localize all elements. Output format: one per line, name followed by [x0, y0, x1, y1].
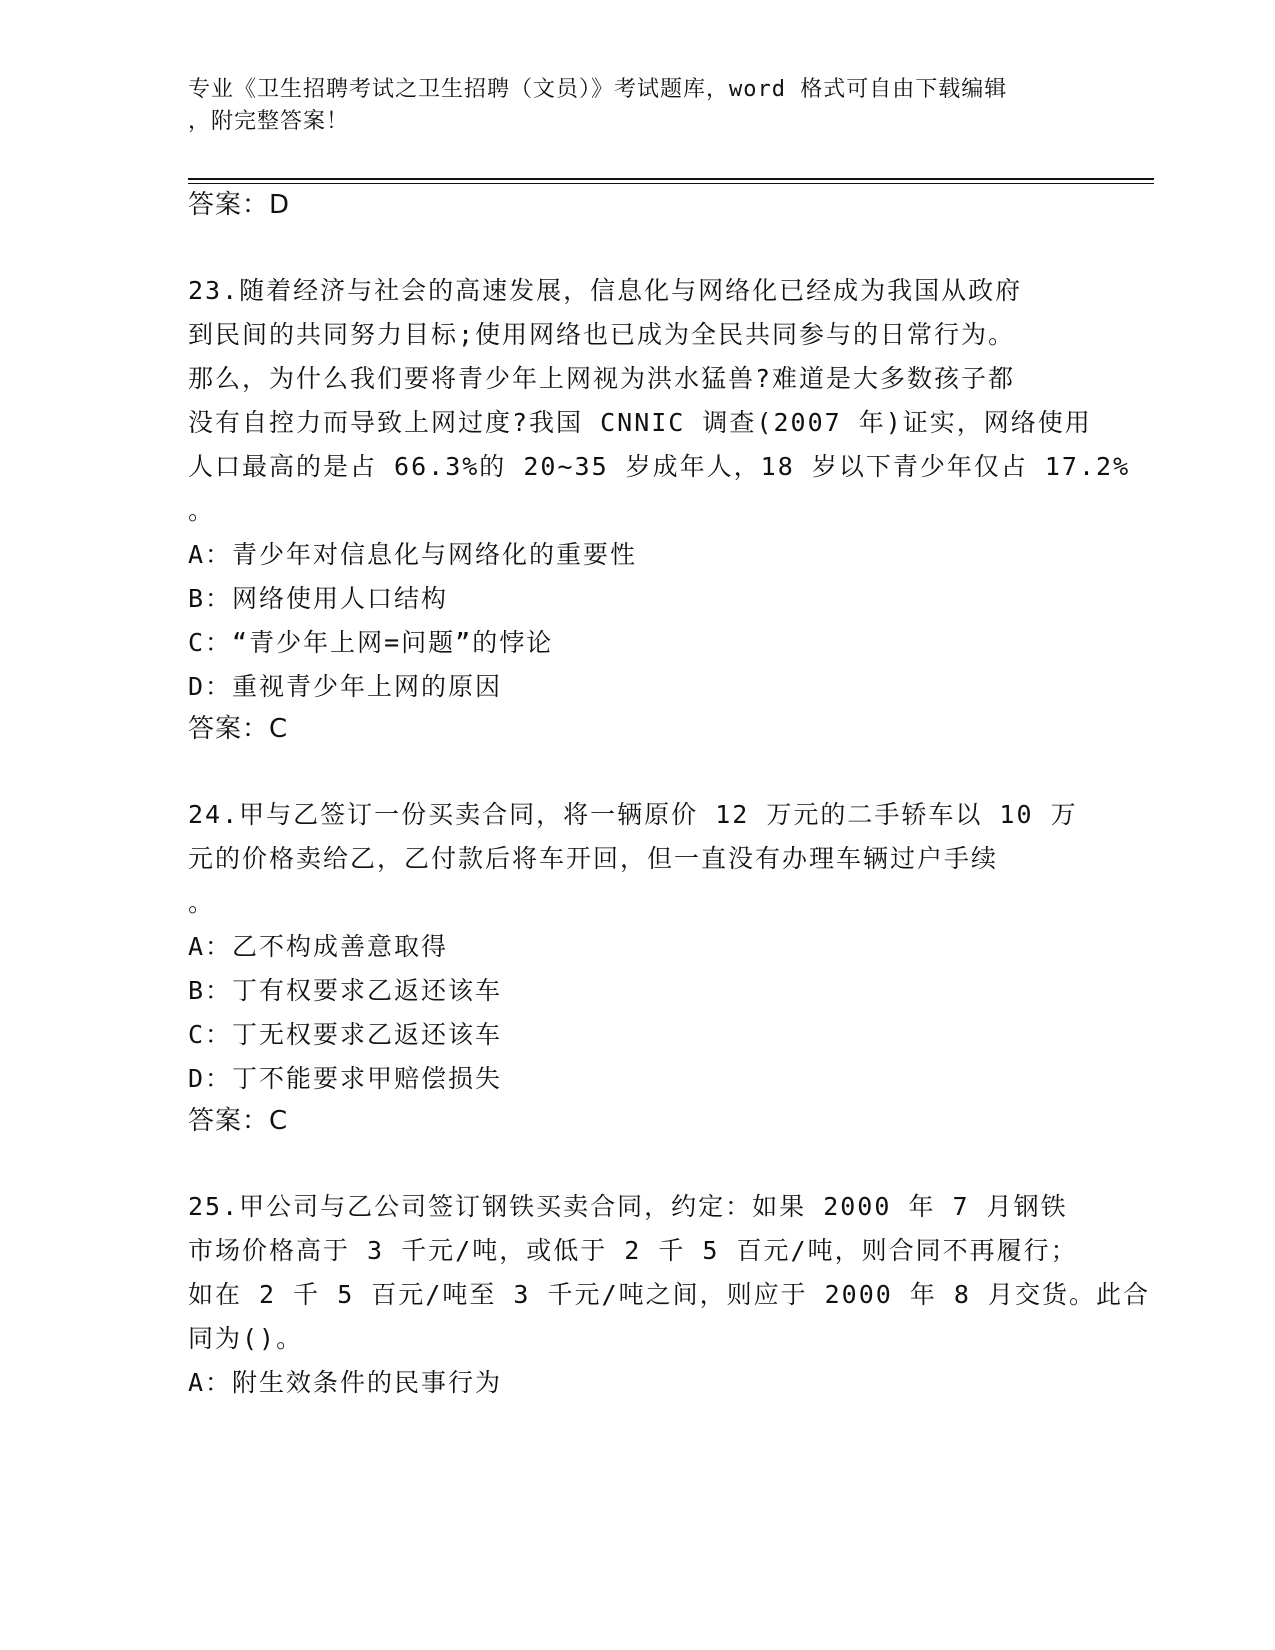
question-text-line: 人口最高的是占 66.3%的 20~35 岁成年人，18 岁以下青少年仅占 17.2%: [188, 452, 1131, 481]
option-d: D：丁不能要求甲赔偿损失: [188, 1064, 503, 1093]
header-rule-thin: [188, 183, 1154, 184]
question-text-line: 没有自控力而导致上网过度?我国 CNNIC 调查(2007 年)证实，网络使用: [188, 408, 1092, 437]
question-text-line: 24.甲与乙签订一份买卖合同，将一辆原价 12 万元的二手轿车以 10 万: [188, 800, 1078, 829]
option-b: B：网络使用人口结构: [188, 584, 449, 613]
question-text-line: 如在 2 千 5 百元/吨至 3 千元/吨之间，则应于 2000 年 8 月交货。此合: [188, 1280, 1151, 1309]
option-d: D：重视青少年上网的原因: [188, 672, 503, 701]
prev-answer: 答案：D: [188, 190, 291, 220]
option-a: A：青少年对信息化与网络化的重要性: [188, 540, 638, 569]
option-a: A：附生效条件的民事行为: [188, 1368, 503, 1397]
question-text-line: 元的价格卖给乙，乙付款后将车开回，但一直没有办理车辆过户手续: [188, 844, 999, 873]
answer: 答案：C: [188, 1106, 289, 1136]
question-text-line: 同为()。: [188, 1324, 304, 1353]
question-text-line: 。: [188, 888, 216, 917]
header-rule-thick: [188, 178, 1154, 180]
option-b: B：丁有权要求乙返还该车: [188, 976, 503, 1005]
option-c: C：“青少年上网=问题”的悖论: [188, 628, 554, 657]
question-text-line: 到民间的共同努力目标;使用网络也已成为全民共同参与的日常行为。: [188, 320, 1016, 349]
header-line-1: 专业《卫生招聘考试之卫生招聘（文员）》考试题库，word 格式可自由下载编辑: [188, 77, 1008, 102]
question-text-line: 那么，为什么我们要将青少年上网视为洪水猛兽?难道是大多数孩子都: [188, 364, 1016, 393]
answer: 答案：C: [188, 714, 289, 744]
question-text-line: 25.甲公司与乙公司签订钢铁买卖合同，约定：如果 2000 年 7 月钢铁: [188, 1192, 1068, 1221]
option-a: A：乙不构成善意取得: [188, 932, 449, 961]
document-header: [188, 74, 1088, 138]
question-text-line: 。: [188, 496, 216, 525]
option-c: C：丁无权要求乙返还该车: [188, 1020, 503, 1049]
question-text-line: 市场价格高于 3 千元/吨，或低于 2 千 5 百元/吨，则合同不再履行；: [188, 1236, 1078, 1265]
header-line-2: ，附完整答案！: [188, 109, 350, 134]
question-text-line: 23.随着经济与社会的高速发展，信息化与网络化已经成为我国从政府: [188, 276, 1023, 305]
